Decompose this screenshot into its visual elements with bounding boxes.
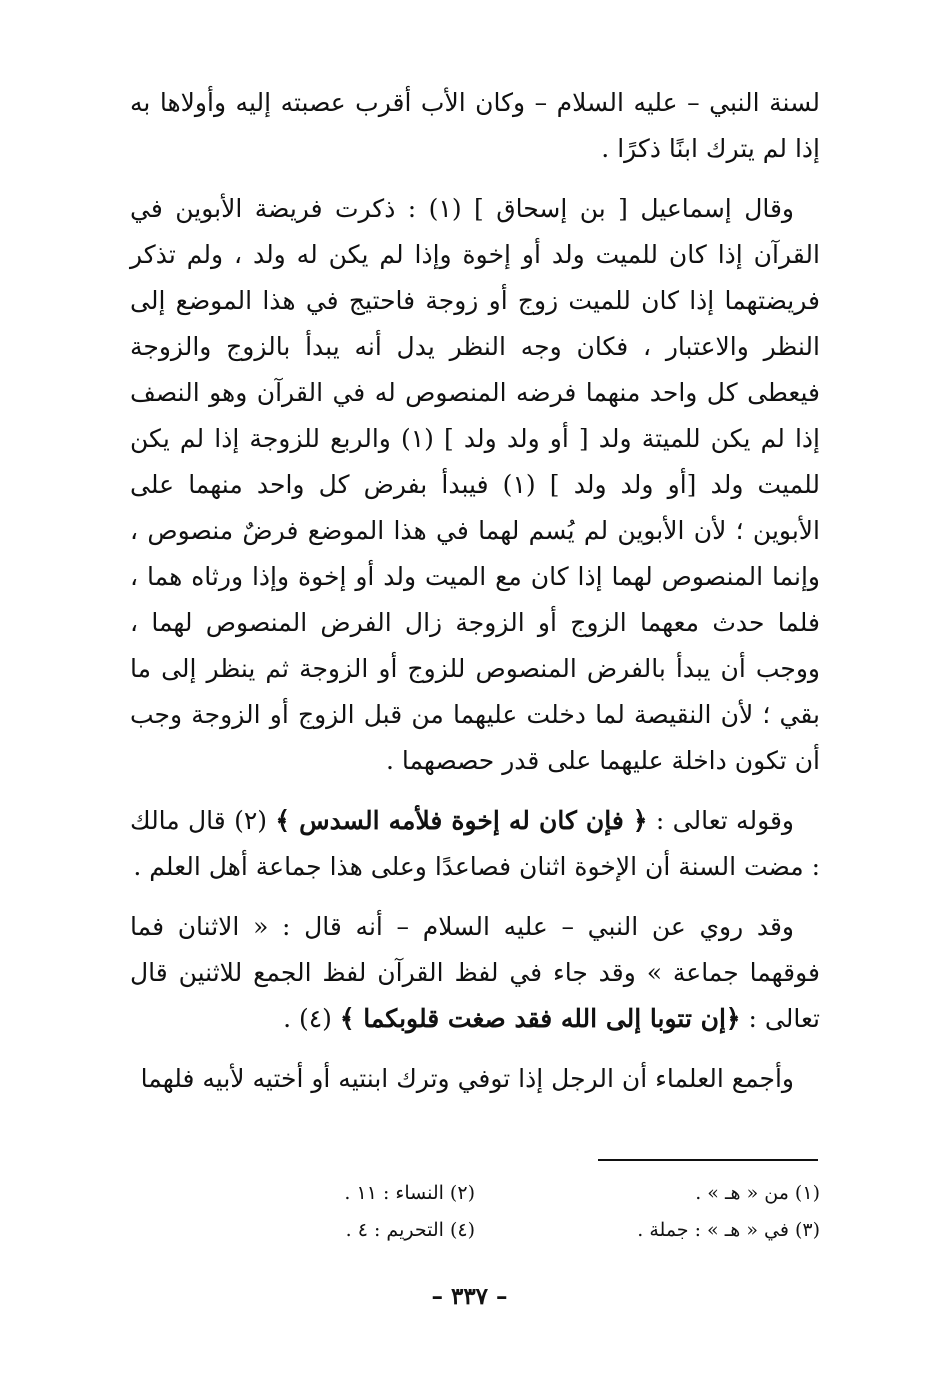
footnote-row [130,1175,820,1212]
paragraph-5-text: وأجمع العلماء أن الرجل إذا توفي وترك ابنتيه أو أختيه لأبيه فلهما [140,1064,794,1093]
main-text [130,80,820,1116]
footnotes [130,1175,820,1249]
paragraph-1 [130,80,820,172]
footnote-divider [598,1159,818,1161]
paragraph-3-rest: (٢) قال مالك : مضت السنة أن الإخوة اثنان فصاعدًا وعلى هذا جماعة أهل العلم . [130,806,820,881]
paragraph-4 [130,904,820,1042]
paragraph-3-intro: وقوله تعالى : [647,806,795,835]
paragraph-4-rest: (٤) . [283,1004,340,1033]
paragraph-2-text: وقال إسماعيل [ بن إسحاق ] (١) : ذكرت فريضة الأبوين في القرآن إذا كان للميت ولد أو إخوة وإذا لم يكن له ولد ، ولم تذكر فريضتهما إذا كان للميت زوج أو زوجة فاحتيج في هذا الموضع إلى النظر والاعتبار ، فكان وجه النظر يدل أنه يبدأ بالزوج والزوجة فيعطى كل واحد منهما فرضه المنصوص له في القرآن وهو النصف إذا لم يكن للميتة ولد [ أو ولد ولد ] (١) والربع للزوجة إذا لم يكن للميت ولد [أو ولد ولد ] (١) فيبدأ بفرض كل واحد منهما على الأبوين ؛ لأن الأبوين لم يُسم لهما في هذا الموضع فرضٌ منصوص ، وإنما المنصوص لهما إذا كان مع الميت ولد أو إخوة وإذا ورثاه هما ، فلما حدث معهما الزوج أو الزوجة زال الفرض المنصوص لهما ، ووجب أن يبدأ بالفرض المنصوص للزوج أو الزوجة ثم ينظر إلى ما بقي ؛ لأن النقيصة لما دخلت عليهما من قبل الزوج أو الزوجة وجب أن تكون داخلة عليهما على قدر حصصهما . [130,194,820,775]
quran-quote-2: ﴿إن تتوبا إلى الله فقد صغت قلوبكما ﴾ [339,1004,741,1033]
quran-quote-1: ﴿ فإن كان له إخوة فلأمه السدس ﴾ [275,806,648,835]
paragraph-3 [130,798,820,890]
paragraph-2 [130,186,820,784]
paragraph-4-intro: وقد روي عن النبي – عليه السلام – أنه قال : « الاثنان فما فوقهما جماعة » وقد جاء في لفظ القرآن لفظ الجمع للاثنين قال تعالى : [130,912,820,1033]
page-number: – ٣٣٧ – [431,1283,508,1310]
footnote-2: (٢) النساء : ١١ . [344,1182,475,1204]
footnote-4: (٤) التحريم : ٤ . [345,1219,475,1241]
footnote-row [130,1212,820,1249]
paragraph-1-text: لسنة النبي – عليه السلام – وكان الأب أقرب عصبته إليه وأولاها به إذا لم يترك ابنًا ذكرًا . [130,88,820,163]
footnote-3: (٣) في « هـ » : جملة . [637,1219,820,1241]
paragraph-5 [130,1056,820,1102]
footnote-1: (١) من « هـ » . [695,1182,820,1204]
